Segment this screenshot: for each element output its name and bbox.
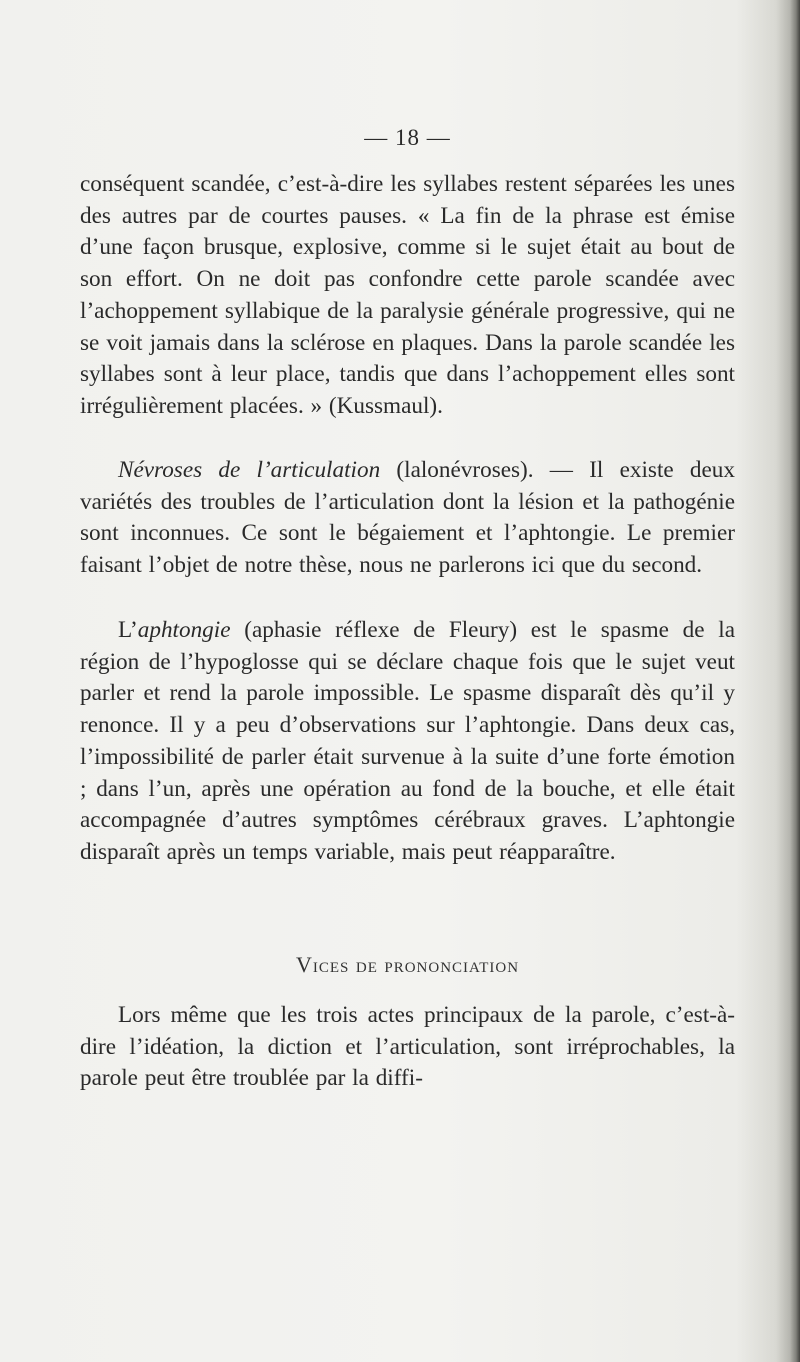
paragraph-nevroses-body: (lalonévroses). — Il existe deux variétés des troubles de l’articulation dont la lésion et la pathogénie sont inconnues. Ce sont le bégaiement et l’aphtongie. Le premier faisant l’objet de notre thèse, nous ne parlerons ici que du second. <box>80 457 735 579</box>
page-number: — 18 — <box>364 125 451 150</box>
section-heading: Vices de prononciation <box>295 952 520 977</box>
paragraph-aphtongie-body: (aphasie réflexe de Fleury) est le spasme de la région de l’hypoglosse qui se déclare chaque fois que le sujet veut parler et rend la parole impossible. Le spasme disparaît dès qu’il y renonce. Il y a peu d’observations sur l’aphtongie. Dans deux cas, l’impossibilité de parler était survenue à la suite d’une forte émotion ; dans l’un, après une opération au fond de la bouche, et elle était accompagnée d’autres symptômes cérébraux graves. L’aphtongie disparaît après un temps variable, mais peut réapparaître. <box>80 617 735 865</box>
paragraph-aphtongie <box>80 615 735 869</box>
page-edge-shadow <box>790 0 800 1362</box>
paragraph-vices: Lors même que les trois actes principaux de la parole, c’est-à-dire l’idéation, la diction et l’articulation, sont irréprochables, la parole peut être troublée par la diffi- <box>80 1002 735 1092</box>
paragraph-continuation: conséquent scandée, c’est-à-dire les syllabes restent séparées les unes des autres par de courtes pauses. « La fin de la phrase est émise d’une façon brusque, explosive, comme si le sujet était au bout de son effort. On ne doit pas confondre cette parole scandée avec l’achoppement syllabique de la paralysie générale progressive, qui ne se voit jamais dans la sclérose en plaques. Dans la parole scandée les syllabes sont à leur place, tandis que dans l’achoppement elles sont irrégulièrement placées. » (Kussmaul). <box>80 171 735 419</box>
paragraph-aphtongie-article: L’ <box>118 617 138 643</box>
paragraph-nevroses <box>80 455 735 582</box>
paragraph-nevroses-title: Névroses de l’articulation <box>118 457 381 483</box>
paragraph-aphtongie-title: aphtongie <box>137 617 231 643</box>
